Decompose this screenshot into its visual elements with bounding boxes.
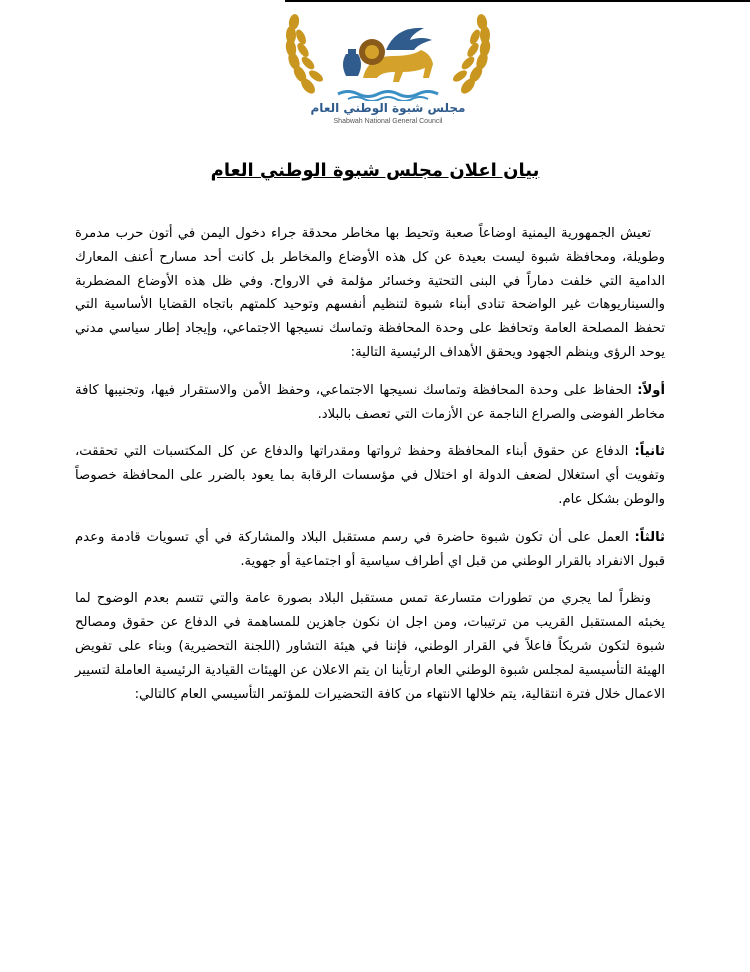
document-title: بيان اعلان مجلس شبوة الوطني العام [210,160,540,181]
goal-label: ثانياً: [634,444,665,460]
council-logo [268,6,508,136]
goal-text: الحفاظ على وحدة المحافظة وتماسك نسيجها الاجتماعي، وحفظ الأمن والاستقرار فيها، وتجنيبها كافة مخاطر الفوضى والصراع الناجمة عن الأزمات التي تعصف بالبلاد. [75,382,665,422]
goal-paragraph-1 [75,379,665,427]
goal-text: الدفاع عن حقوق أبناء المحافظة وحفظ ثرواتها ومقدراتها والدفاع عن كل المكتسبات التي تحققت، وتفويت أي استغلال لضعف الدولة او اختلال في مؤسسات الرقابة بما يعود بالضرر على المحافظة خصوصاً والوطن بشكل عام. [75,444,665,507]
logo-english-name: Shabwah National General Council [333,118,443,125]
goal-text: العمل على أن تكون شبوة حاضرة في رسم مستقبل البلاد والمشاركة في أي تسويات قادمة وعدم قبول الانفراد بالقرار الوطني من قبل اي أطراف سياسية أو اجتماعية أو جهوية. [75,529,665,569]
document-body [75,222,665,720]
closing-paragraph: ونظراً لما يجري من تطورات متسارعة تمس مستقبل البلاد بصورة عامة والتي تتسم بعدم الوضوح لما يخبئه المستقبل القريب من ترتيبات، ومن اجل ان نكون جاهزين للمساهمة في الدفاع عن حقوق ومصالح شبوة لتكون شريكاً فاعلاً في القرار الوطني، فإننا في هيئة التشاور (اللجنة التحضيرية) وبناء على تفويض الهيئة التأسيسية لمجلس شبوة الوطني العام ارتأينا ان يتم الاعلان عن الهيئات القيادية الرئيسية العاملة لتسيير الاعمال خلال فترة انتقالية، يتم خلالها الانتهاء من كافة التحضيرات للمؤتمر التأسيسي العام كالتالي: [75,591,665,702]
goal-paragraph-2 [75,440,665,511]
goal-label: أولاً: [637,382,665,398]
goal-paragraph-3 [75,526,665,574]
logo-arabic-name: مجلس شبوة الوطني العام [310,101,466,115]
goal-label: ثالثاً: [634,529,665,545]
top-rule [285,0,750,2]
lion-and-wheat-emblem-icon [268,6,508,101]
intro-paragraph: تعيش الجمهورية اليمنية اوضاعاً صعبة وتحيط بها مخاطر محدقة جراء دخول اليمن في أتون حرب مدمرة وطويلة، ومحافظة شبوة ليست بعيدة عن كل هذه الأوضاع والمخاطر بل كانت أحد مسارح أعنف المعارك الدامية التي خلفت دماراً في البنى التحتية وخسائر مؤلمة في الارواح. وفي ظل هذه الأوضاع المضطربة والسيناريوهات غير الواضحة تنادى أبناء شبوة لتنظيم أنفسهم وتوحيد كلمتهم باتجاه القضايا الأساسية التي تحفظ المصلحة العامة وتحافظ على وحدة المحافظة وتماسك نسيجها الاجتماعي، وإيجاد إطار سياسي مدني يوحد الرؤى وينظم الجهود ويحقق الأهداف الرئيسية التالية: [75,226,665,360]
